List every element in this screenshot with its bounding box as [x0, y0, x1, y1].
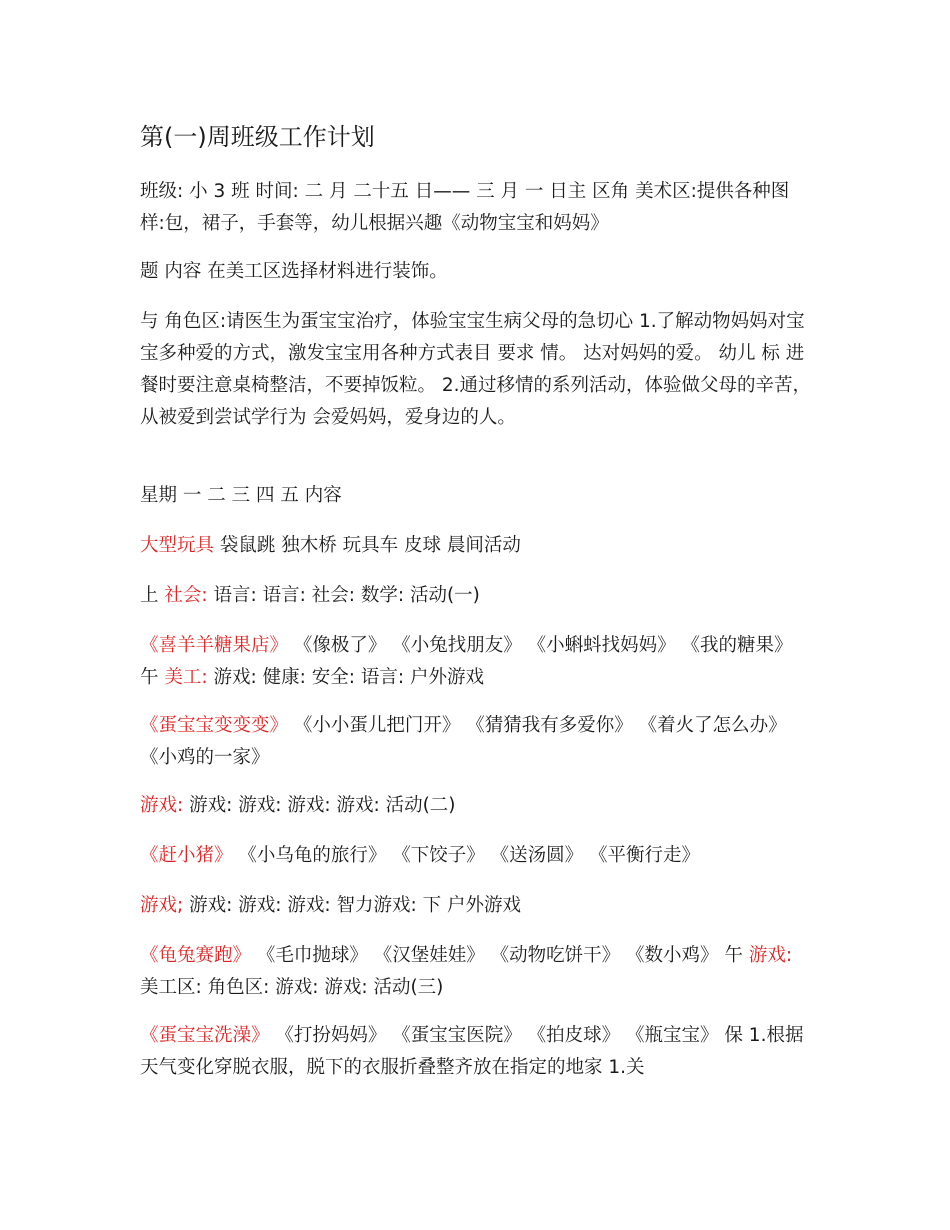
body-text: 《像极了》 《小兔找朋友》 《小蝌蚪找妈妈》 《我的糖果》 午 — [140, 635, 793, 688]
highlight-text: 美工: — [164, 667, 208, 688]
highlight-text: 《龟兔赛跑》 — [140, 945, 252, 966]
body-text: 语言: 语言: 社会: 数学: 活动(一) — [207, 585, 480, 606]
paragraph-content: 题 内容 在美工区选择材料进行装饰。 — [140, 261, 448, 282]
highlight-text: 游戏; — [140, 895, 184, 916]
body-text: 上 — [140, 585, 165, 606]
highlight-text: 《喜羊羊糖果店》 — [140, 635, 289, 656]
paragraph-class-info: 班级: 小 3 班 时间: 二 月 二十五 日—— 三 月 一 日主 区角 美术区:提供各种图样:包，裙子，手套等，幼儿根据兴趣《动物宝宝和妈妈》 — [140, 181, 790, 234]
paragraph-activity-one — [140, 630, 812, 694]
body-text: 《毛巾抛球》 《汉堡娃娃》 《动物吃饼干》 《数小鸡》 午 — [251, 945, 749, 966]
body-text: 《小小蛋儿把门开》 《猜猜我有多爱你》 《着火了怎么办》 《小鸡的一家》 — [140, 715, 787, 768]
paragraph-care — [140, 1020, 812, 1084]
highlight-text: 《蛋宝宝洗澡》 — [140, 1025, 270, 1046]
body-text: 游戏: 健康: 安全: 语言: 户外游戏 — [207, 667, 484, 688]
highlight-text: 社会: — [164, 585, 208, 606]
highlight-text: 游戏: — [140, 795, 184, 816]
paragraph-afternoon-topics — [140, 710, 812, 774]
body-text: 袋鼠跳 独木桥 玩具车 皮球 晨间活动 — [214, 535, 521, 556]
highlight-text: 《蛋宝宝变变变》 — [140, 715, 289, 736]
highlight-text: 《赶小猪》 — [140, 845, 233, 866]
body-text: 游戏: 游戏: 游戏: 智力游戏: 下 户外游戏 — [183, 895, 521, 916]
paragraph-morning-subjects — [140, 580, 812, 612]
paragraph-morning-activities — [140, 530, 812, 562]
body-text: 游戏: 游戏: 游戏: 游戏: 活动(二) — [183, 795, 456, 816]
paragraph-games-two — [140, 790, 812, 822]
body-text: 《打扮妈妈》 《蛋宝宝医院》 《拍皮球》 《瓶宝宝》 保 1.根据天气变化穿脱衣服，脱下的衣服折叠整齐放在指定的地家 1.关 — [140, 1025, 804, 1078]
paragraph-weekdays: 星期 一 二 三 四 五 内容 — [140, 485, 342, 506]
page-title: 第(一)周班级工作计划 — [140, 123, 375, 151]
highlight-text: 游戏: — [748, 945, 793, 966]
paragraph-game-titles — [140, 840, 812, 872]
paragraph-activity-three — [140, 940, 812, 1004]
paragraph-goals: 与 角色区:请医生为蛋宝宝治疗，体验宝宝生病父母的急切心 1.了解动物妈妈对宝宝多种爱的方式，激发宝宝用各种方式表目 要求 情。 达对妈妈的爱。 幼儿 标 进餐时要注意桌椅整洁，不要掉饭粒。 2.通过移情的系列活动，体验做父母的辛苦，从被爱到尝试学行为 会爱妈妈，爱身边的人。 — [140, 311, 812, 428]
highlight-text: 大型玩具 — [140, 535, 215, 556]
body-text: 《小乌龟的旅行》 《下饺子》 《送汤圆》 《平衡行走》 — [232, 845, 701, 866]
paragraph-games-outdoor — [140, 890, 812, 922]
body-text: 美工区: 角色区: 游戏: 游戏: 活动(三) — [140, 977, 444, 998]
